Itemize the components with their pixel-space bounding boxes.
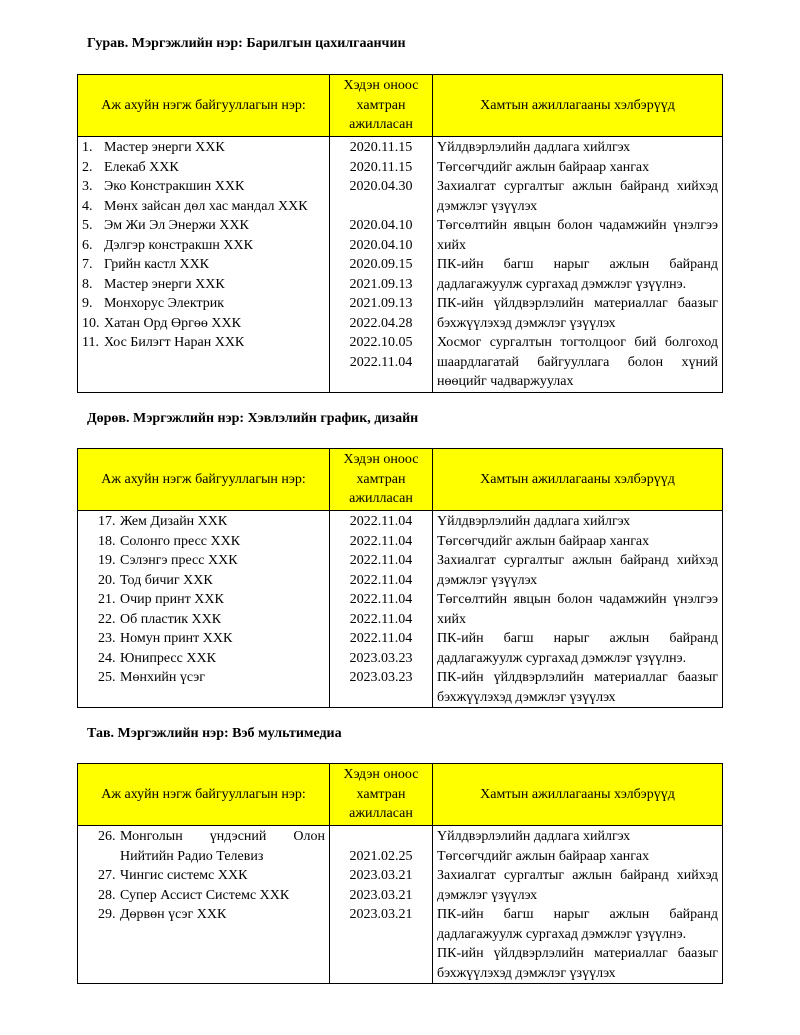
cooperation-form: Төгсөлтийн явцын болон чадамжийн үнэлгээ хийх — [437, 592, 718, 627]
date-value: 2022.11.04 — [349, 572, 413, 588]
org-number: 7. — [82, 257, 93, 272]
date-value: 2020.11.15 — [349, 159, 413, 175]
forms-cell — [433, 826, 723, 984]
org-name: Хос Билэгт Наран ХХК — [104, 335, 245, 350]
cooperation-form: Захиалгат сургалтыг ажлын байранд хийхэд дэмжлэг үзүүлэх — [437, 179, 718, 214]
org-number: 20. — [98, 572, 116, 588]
org-name: Юнипресс ХХК — [120, 650, 216, 666]
org-item — [98, 629, 325, 649]
org-name: Грийн кастл ХХК — [104, 257, 210, 272]
date-value: 2020.04.10 — [349, 218, 413, 233]
date-value: 2022.11.04 — [349, 514, 413, 529]
org-name: Сэлэнгэ пресс ХХК — [120, 553, 238, 568]
date-value: 2022.11.04 — [349, 354, 413, 370]
org-number: 26. — [98, 829, 116, 844]
org-number: 25. — [98, 670, 116, 685]
header-org: Аж ахуйн нэгж байгууллагын нэр: — [78, 764, 330, 826]
date-value: 2021.09.13 — [349, 276, 413, 292]
date-value: 2021.02.25 — [349, 848, 413, 864]
org-name: Тод бичиг ХХК — [120, 572, 213, 588]
org-item — [98, 886, 325, 906]
org-item — [98, 649, 325, 669]
org-name: Мөнх зайсан дөл хас мандал ХХК — [104, 198, 308, 214]
org-number: 4. — [82, 198, 93, 214]
org-item — [82, 138, 325, 158]
date-cell — [330, 826, 433, 984]
org-number: 22. — [98, 611, 116, 627]
cooperation-form: ПК-ийн үйлдвэрлэлийн материаллаг баазыг бэхжүүлэхэд дэмжлэг үзүүлэх — [437, 670, 718, 705]
org-name: Об пластик ХХК — [120, 611, 222, 627]
org-name: Монхорус Электрик — [104, 296, 225, 311]
cooperation-form: ПК-ийн багш нарыг ажлын байранд дадлагажуулж сургахад дэмжлэг үзүүлнэ. — [437, 631, 718, 666]
org-name: Супер Ассист Системс ХХК — [120, 887, 290, 903]
org-item — [82, 236, 325, 256]
date-value: 2022.04.28 — [349, 315, 413, 331]
forms-cell — [433, 137, 723, 393]
cooperation-form: ПК-ийн багш нарыг ажлын байранд дадлагажуулж сургахад дэмжлэг үзүүлнэ. — [437, 257, 718, 292]
cooperation-form: ПК-ийн багш нарыг ажлын байранд дадлагажуулж сургахад дэмжлэг үзүүлнэ. — [437, 907, 718, 942]
org-name: Жем Дизайн ХХК — [120, 514, 228, 529]
org-item — [82, 197, 325, 217]
date-value: 2023.03.21 — [349, 907, 413, 922]
date-cell — [330, 511, 433, 708]
header-forms: Хамтын ажиллагааны хэлбэрүүд — [433, 75, 723, 137]
header-since: Хэдэн оноос хамтран ажилласан — [330, 764, 433, 826]
date-value: 2020.09.15 — [349, 257, 413, 272]
org-item — [98, 590, 325, 610]
org-name: Елекаб ХХК — [104, 159, 179, 175]
date-value: 2022.11.04 — [349, 553, 413, 568]
org-item — [82, 314, 325, 334]
org-item — [98, 551, 325, 571]
date-value: 2023.03.23 — [349, 650, 413, 666]
date-value: 2023.03.23 — [349, 670, 413, 685]
org-item — [98, 668, 325, 688]
org-number: 18. — [98, 533, 116, 549]
org-name: Хатан Орд Өргөө ХХК — [104, 315, 241, 331]
org-number: 10. — [82, 315, 100, 331]
cooperation-form: Үйлдвэрлэлийн дадлага хийлгэх — [437, 514, 631, 529]
cooperation-form: Захиалгат сургалтыг ажлын байранд хийхэд дэмжлэг үзүүлэх — [437, 868, 718, 903]
date-value — [334, 197, 428, 217]
cooperation-form: Төгсөгчдийг ажлын байраар хангах — [437, 533, 650, 549]
date-value — [334, 827, 428, 847]
date-value: 2022.11.04 — [349, 592, 413, 607]
forms-list — [437, 138, 718, 392]
org-name: Эм Жи Эл Энержи ХХК — [104, 218, 249, 233]
org-number: 5. — [82, 218, 93, 233]
cooperation-form: Захиалгат сургалтыг ажлын байранд хийхэд дэмжлэг үзүүлэх — [437, 553, 718, 588]
cooperation-form: Төгсөлтийн явцын болон чадамжийн үнэлгээ хийх — [437, 218, 718, 253]
forms-cell — [433, 511, 723, 708]
org-item — [82, 275, 325, 295]
org-item — [98, 610, 325, 630]
org-list — [98, 827, 325, 925]
header-org: Аж ахуйн нэгж байгууллагын нэр: — [78, 449, 330, 511]
org-number: 21. — [98, 592, 116, 607]
date-list — [334, 138, 428, 372]
org-number: 29. — [98, 907, 116, 922]
date-value: 2021.09.13 — [349, 296, 413, 311]
date-value: 2023.03.21 — [349, 868, 413, 883]
date-value: 2022.11.04 — [349, 611, 413, 627]
org-cell — [78, 826, 330, 984]
org-name: Эко Констракшин ХХК — [104, 179, 245, 194]
org-name: Мастер энерги ХХК — [104, 140, 225, 155]
org-item — [82, 255, 325, 275]
date-value: 2022.11.04 — [349, 533, 413, 549]
org-item — [98, 512, 325, 532]
header-org: Аж ахуйн нэгж байгууллагын нэр: — [78, 75, 330, 137]
date-value: 2023.03.21 — [349, 887, 413, 903]
date-list — [334, 512, 428, 688]
section-title: Тав. Мэргэжлийн нэр: Вэб мультимедиа — [87, 726, 342, 741]
org-number: 17. — [98, 514, 116, 529]
org-list — [98, 512, 325, 688]
org-number: 23. — [98, 631, 116, 646]
cooperation-form: ПК-ийн үйлдвэрлэлийн материаллаг баазыг бэхжүүлэхэд дэмжлэг үзүүлэх — [437, 946, 718, 981]
org-item — [98, 532, 325, 552]
org-name: Мастер энерги ХХК — [104, 276, 225, 292]
org-number: 8. — [82, 276, 93, 292]
cooperation-form: ПК-ийн үйлдвэрлэлийн материаллаг баазыг бэхжүүлэхэд дэмжлэг үзүүлэх — [437, 296, 718, 331]
org-name: Номун принт ХХК — [120, 631, 233, 646]
org-name: Монголын үндэсний Олон Нийтийн Радио Телевиз — [120, 829, 325, 864]
org-number: 3. — [82, 179, 93, 194]
date-list — [334, 827, 428, 925]
org-item — [98, 866, 325, 886]
cooperation-form: Үйлдвэрлэлийн дадлага хийлгэх — [437, 829, 631, 844]
org-item — [82, 158, 325, 178]
header-since: Хэдэн оноос хамтран ажилласан — [330, 449, 433, 511]
org-item — [98, 571, 325, 591]
org-number: 1. — [82, 140, 93, 155]
section-title: Дөрөв. Мэргэжлийн нэр: Хэвлэлийн график, дизайн — [87, 411, 419, 426]
org-number: 27. — [98, 868, 116, 883]
header-since: Хэдэн оноос хамтран ажилласан — [330, 75, 433, 137]
org-name: Дөрвөн үсэг ХХК — [120, 907, 227, 922]
org-item — [82, 216, 325, 236]
org-cell — [78, 137, 330, 393]
org-item — [98, 827, 325, 866]
date-value: 2020.04.10 — [349, 237, 413, 253]
cooperation-form: Үйлдвэрлэлийн дадлага хийлгэх — [437, 140, 631, 155]
org-number: 19. — [98, 553, 116, 568]
org-name: Дэлгэр констракшн ХХК — [104, 237, 253, 253]
org-name: Очир принт ХХК — [120, 592, 224, 607]
org-item — [82, 294, 325, 314]
date-value: 2020.04.30 — [349, 179, 413, 194]
org-number: 9. — [82, 296, 93, 311]
header-forms: Хамтын ажиллагааны хэлбэрүүд — [433, 764, 723, 826]
forms-list — [437, 827, 718, 983]
org-number: 24. — [98, 650, 116, 666]
org-name: Чингис системс ХХК — [120, 868, 248, 883]
org-name: Солонго пресс ХХК — [120, 533, 241, 549]
org-cell — [78, 511, 330, 708]
org-name: Мөнхийн үсэг — [120, 670, 206, 685]
org-number: 28. — [98, 887, 116, 903]
partners-table — [77, 763, 723, 984]
date-value: 2022.10.05 — [349, 335, 413, 350]
org-number: 6. — [82, 237, 93, 253]
org-number: 2. — [82, 159, 93, 175]
org-list — [82, 138, 325, 353]
cooperation-form: Төгсөгчдийг ажлын байраар хангах — [437, 159, 650, 175]
date-value: 2022.11.04 — [349, 631, 413, 646]
partners-table — [77, 74, 723, 393]
date-cell — [330, 137, 433, 393]
cooperation-form: Төгсөгчдийг ажлын байраар хангах — [437, 848, 650, 864]
cooperation-form: Хосмог сургалтын тогтолцоог бий болгоход шаардлагатай байгууллага болон хүний нөөцийг чадваржуулах — [437, 335, 718, 389]
org-item — [98, 905, 325, 925]
org-number: 11. — [82, 335, 99, 350]
forms-list — [437, 512, 718, 707]
section-title: Гурав. Мэргэжлийн нэр: Барилгын цахилгаанчин — [87, 36, 406, 51]
date-value: 2020.11.15 — [349, 140, 413, 155]
org-item — [82, 177, 325, 197]
header-forms: Хамтын ажиллагааны хэлбэрүүд — [433, 449, 723, 511]
partners-table — [77, 448, 723, 708]
org-item — [82, 333, 325, 353]
